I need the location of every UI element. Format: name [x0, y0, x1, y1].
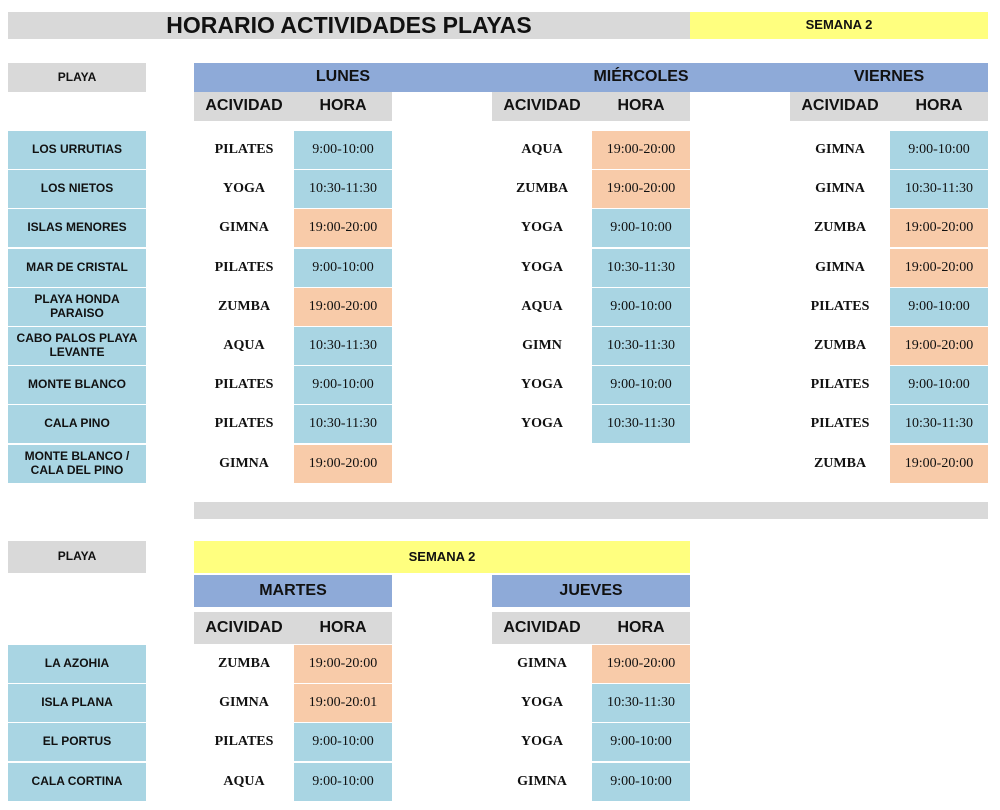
activity-lunes: GIMNA — [219, 219, 269, 235]
subheader-activity-martes: ACIVIDAD — [194, 612, 294, 644]
day-header-lunes: LUNES — [194, 63, 492, 92]
hour-lunes: 19:00-20:00 — [294, 445, 392, 483]
hour-viernes: 19:00-20:00 — [890, 445, 988, 483]
hour-martes: 19:00-20:00 — [294, 645, 392, 683]
hour-jueves: 19:00-20:00 — [592, 645, 690, 683]
beach-name: CALA CORTINA — [8, 763, 146, 801]
beach-name: ISLAS MENORES — [8, 209, 146, 247]
activity-miercoles: YOGA — [521, 415, 563, 431]
day-header-jueves: JUEVES — [492, 575, 690, 607]
hour-martes: 9:00-10:00 — [294, 763, 392, 801]
hour-miercoles: 9:00-10:00 — [592, 209, 690, 247]
hour-miercoles: 10:30-11:30 — [592, 327, 690, 365]
page-title: HORARIO ACTIVIDADES PLAYAS — [8, 12, 690, 39]
subheader-activity-miercoles: ACIVIDAD — [492, 92, 592, 121]
activity-viernes: PILATES — [810, 415, 870, 431]
beach-name: ISLA PLANA — [8, 684, 146, 722]
beach-name: MONTE BLANCO — [8, 366, 146, 404]
activity-viernes: PILATES — [810, 298, 870, 314]
hour-lunes: 9:00-10:00 — [294, 366, 392, 404]
activity-jueves: YOGA — [521, 694, 563, 710]
hour-lunes: 10:30-11:30 — [294, 405, 392, 443]
beach-name: LA AZOHIA — [8, 645, 146, 683]
activity-viernes: GIMNA — [815, 259, 865, 275]
activity-jueves: YOGA — [521, 733, 563, 749]
activity-miercoles: AQUA — [521, 298, 563, 314]
subheader-activity-jueves: ACIVIDAD — [492, 612, 592, 644]
hour-viernes: 19:00-20:00 — [890, 249, 988, 287]
activity-viernes: ZUMBA — [813, 455, 867, 471]
activity-miercoles: YOGA — [521, 259, 563, 275]
hour-lunes: 19:00-20:00 — [294, 288, 392, 326]
beach-name: CABO PALOS PLAYA LEVANTE — [8, 327, 146, 365]
activity-miercoles: YOGA — [521, 219, 563, 235]
beach-name: MONTE BLANCO / CALA DEL PINO — [8, 445, 146, 483]
activity-martes: ZUMBA — [217, 655, 271, 671]
activity-martes: GIMNA — [219, 694, 269, 710]
subheader-hour-miercoles: HORA — [592, 92, 690, 121]
hour-martes: 19:00-20:01 — [294, 684, 392, 722]
hour-miercoles: 9:00-10:00 — [592, 366, 690, 404]
hour-lunes: 10:30-11:30 — [294, 170, 392, 208]
activity-lunes: ZUMBA — [217, 298, 271, 314]
hour-miercoles: 10:30-11:30 — [592, 249, 690, 287]
activity-martes: AQUA — [223, 773, 265, 789]
hour-lunes: 9:00-10:00 — [294, 249, 392, 287]
hour-viernes: 19:00-20:00 — [890, 327, 988, 365]
activity-jueves: GIMNA — [517, 655, 567, 671]
activity-miercoles: AQUA — [521, 141, 563, 157]
activity-lunes: YOGA — [223, 180, 265, 196]
subheader-activity-viernes: ACIVIDAD — [790, 92, 890, 121]
hour-miercoles: 19:00-20:00 — [592, 170, 690, 208]
subheader-hour-martes: HORA — [294, 612, 392, 644]
hour-miercoles: 9:00-10:00 — [592, 288, 690, 326]
hour-lunes: 9:00-10:00 — [294, 131, 392, 169]
activity-lunes: PILATES — [214, 259, 274, 275]
activity-lunes: PILATES — [214, 141, 274, 157]
hour-miercoles: 19:00-20:00 — [592, 131, 690, 169]
activity-lunes: AQUA — [223, 337, 265, 353]
hour-viernes: 9:00-10:00 — [890, 131, 988, 169]
activity-lunes: PILATES — [214, 376, 274, 392]
activity-miercoles: GIMN — [522, 337, 562, 353]
activity-miercoles: YOGA — [521, 376, 563, 392]
hour-jueves: 10:30-11:30 — [592, 684, 690, 722]
day-header-viernes: VIERNES — [790, 63, 988, 92]
activity-viernes: GIMNA — [815, 141, 865, 157]
section-divider — [194, 502, 988, 519]
week-label: SEMANA 2 — [690, 12, 988, 39]
playa-header: PLAYA — [8, 63, 146, 92]
beach-name: LOS URRUTIAS — [8, 131, 146, 169]
activity-jueves: GIMNA — [517, 773, 567, 789]
beach-name: MAR DE CRISTAL — [8, 249, 146, 287]
beach-name: EL PORTUS — [8, 723, 146, 761]
week-label-2: SEMANA 2 — [194, 541, 690, 573]
subheader-activity-lunes: ACIVIDAD — [194, 92, 294, 121]
subheader-hour-viernes: HORA — [890, 92, 988, 121]
hour-jueves: 9:00-10:00 — [592, 763, 690, 801]
beach-name: LOS NIETOS — [8, 170, 146, 208]
hour-lunes: 19:00-20:00 — [294, 209, 392, 247]
beach-name: PLAYA HONDA PARAISO — [8, 288, 146, 326]
activity-lunes: GIMNA — [219, 455, 269, 471]
subheader-hour-jueves: HORA — [592, 612, 690, 644]
activity-viernes: ZUMBA — [813, 337, 867, 353]
day-header-martes: MARTES — [194, 575, 392, 607]
hour-viernes: 10:30-11:30 — [890, 170, 988, 208]
day-header-miercoles: MIÉRCOLES — [492, 63, 790, 92]
hour-lunes: 10:30-11:30 — [294, 327, 392, 365]
activity-martes: PILATES — [214, 733, 274, 749]
hour-jueves: 9:00-10:00 — [592, 723, 690, 761]
activity-viernes: GIMNA — [815, 180, 865, 196]
hour-viernes: 9:00-10:00 — [890, 366, 988, 404]
hour-viernes: 9:00-10:00 — [890, 288, 988, 326]
hour-viernes: 19:00-20:00 — [890, 209, 988, 247]
hour-miercoles: 10:30-11:30 — [592, 405, 690, 443]
activity-lunes: PILATES — [214, 415, 274, 431]
activity-miercoles: ZUMBA — [515, 180, 569, 196]
hour-martes: 9:00-10:00 — [294, 723, 392, 761]
activity-viernes: PILATES — [810, 376, 870, 392]
subheader-hour-lunes: HORA — [294, 92, 392, 121]
beach-name: CALA PINO — [8, 405, 146, 443]
activity-viernes: ZUMBA — [813, 219, 867, 235]
hour-viernes: 10:30-11:30 — [890, 405, 988, 443]
playa-header-2: PLAYA — [8, 541, 146, 573]
